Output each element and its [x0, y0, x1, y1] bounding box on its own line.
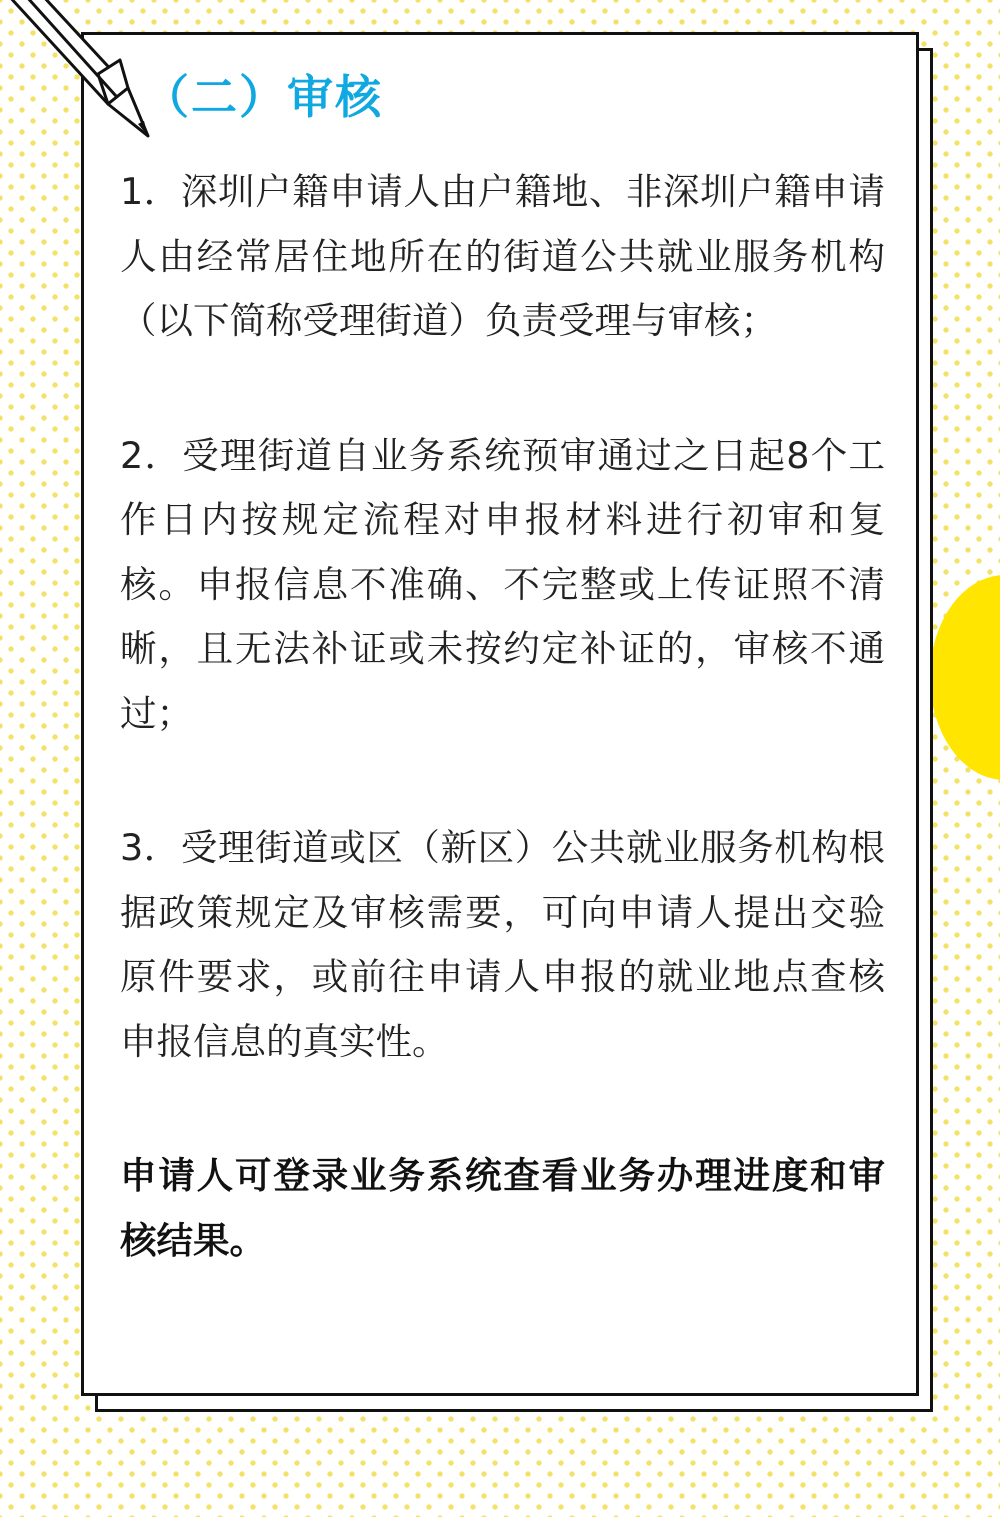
section-title: （二）审核	[143, 70, 383, 124]
pencil-icon	[0, 0, 160, 150]
paragraph-2: 2．受理街道自业务系统预审通过之日起8个工作日内按规定流程对申报材料进行初审和复核。申报信息不准确、不完整或上传证照不清晰，且无法补证或未按约定补证的，审核不通过；	[120, 433, 885, 735]
paragraph-1: 1．深圳户籍申请人由户籍地、非深圳户籍申请人由经常居住地所在的街道公共就业服务机构（以下简称受理街道）负责受理与审核；	[120, 170, 885, 342]
content-body	[120, 160, 885, 1273]
progress-note: 申请人可登录业务系统查看业务办理进度和审核结果。	[120, 1154, 885, 1262]
paragraph-3: 3．受理街道或区（新区）公共就业服务机构根据政策规定及审核需要，可向申请人提出交验原件要求，或前往申请人申报的就业地点查核申报信息的真实性。	[120, 826, 885, 1063]
yellow-decor-blob	[930, 575, 1000, 780]
